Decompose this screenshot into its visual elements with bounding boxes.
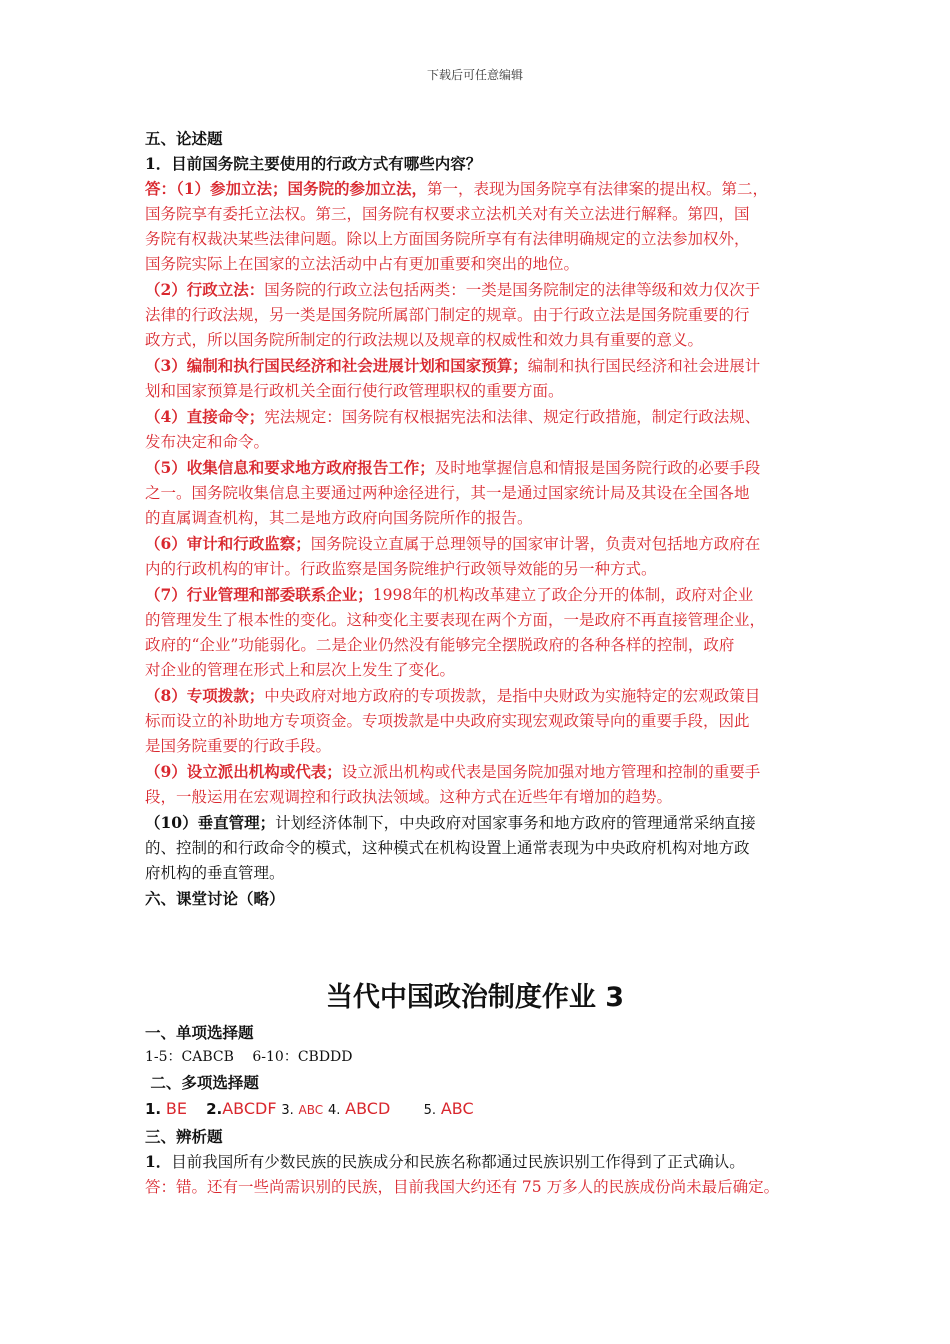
section-heading: 五、论述题	[145, 129, 223, 148]
answer-number: 1.	[145, 1100, 162, 1118]
answer-item-label: （2）行政立法：	[145, 280, 265, 299]
answer-value: BE	[165, 1099, 188, 1118]
answer-item-2	[145, 277, 813, 353]
answer-item-text: 计划经济体制下，中央政府对国家事务和地方政府的管理通常采纳直接	[275, 814, 756, 832]
answer-item-label: （10）垂直管理；	[145, 813, 276, 832]
answer-value: ABCDF	[222, 1099, 277, 1118]
answer-item-label: （5）收集信息和要求地方政府报告工作；	[145, 458, 435, 477]
question-text: 1．目前国务院主要使用的行政方式有哪些内容？	[145, 154, 482, 173]
answer-line: 政府的“企业”功能弱化。二是企业仍然没有能够完全摆脱政府的各种各样的控制，政府	[145, 636, 735, 654]
answer-item-8	[145, 683, 813, 759]
answer-number: 2.	[206, 1100, 223, 1118]
page-title: 当代中国政治制度作业 3	[325, 982, 625, 1013]
answer-line: 的直属调查机构，其二是地方政府向国务院所作的报告。	[145, 509, 533, 527]
answer-line: 务院有权裁决某些法律问题。除以上方面国务院所享有有法律明确规定的立法参加权外，	[145, 230, 750, 248]
page-header: 下载后可任意编辑	[426, 68, 523, 82]
answer-number: 5.	[423, 1103, 437, 1118]
answer-line: 发布决定和命令。	[145, 433, 270, 451]
answer-item-6	[145, 531, 813, 582]
answer-line: 内的行政机构的审计。行政监察是国务院维护行政领导效能的另一种方式。	[145, 560, 657, 578]
answer-value: ABC	[298, 1103, 324, 1117]
answer-line: 府机构的垂直管理。	[145, 864, 285, 882]
answer-item-text: 设立派出机构或代表是国务院加强对地方管理和控制的重要手	[341, 763, 761, 781]
answer-value: ABC	[440, 1099, 474, 1118]
answer-item-label: （7）行业管理和部委联系企业；	[145, 585, 373, 604]
answer-item-text: 第一，表现为国务院享有法律案的提出权。第二，	[427, 180, 769, 198]
answer-item-label: （8）专项拨款；	[145, 686, 265, 705]
answer-item-label: 答：（1）参加立法；国务院的参加立法，	[145, 179, 428, 198]
answer-item-text: 国务院的行政立法包括两类：一类是国务院制定的法律等级和效力仅次于	[264, 281, 761, 299]
answer-line: 的、控制的和行政命令的模式，这种模式在机构设置上通常表现为中央政府机构对地方政	[145, 839, 750, 857]
single-choice-answers: 1-5：CABCB 6-10：CBDDD	[145, 1049, 353, 1065]
answer-line: 国务院享有委托立法权。第三，国务院有权要求立法机关对有关立法进行解释。第四，国	[145, 205, 750, 223]
answer-item-9	[145, 759, 813, 810]
answer-line: 标而设立的补助地方专项资金。专项拨款是中央政府实现宏观政策导向的重要手段，因此	[145, 712, 750, 730]
answer-item-text: 编制和执行国民经济和社会进展计	[527, 357, 761, 375]
essay-section	[145, 126, 813, 911]
answer-line: 政方式，所以国务院所制定的行政法规以及规章的权威性和效力具有重要的意义。	[145, 331, 704, 349]
answer-item-text: 国务院设立直属于总理领导的国家审计署，负责对包括地方政府在	[310, 535, 761, 553]
answer-value: ABCD	[345, 1099, 391, 1118]
answer-line: 法律的行政法规，另一类是国务院所属部门制定的规章。由于行政立法是国务院重要的行	[145, 306, 750, 324]
answer-item-10	[145, 810, 813, 886]
answer-line: 国务院实际上在国家的立法活动中占有更加重要和突出的地位。	[145, 255, 580, 273]
section-heading: 二、多项选择题	[145, 1073, 259, 1092]
answer-number: 3.	[281, 1103, 294, 1118]
question-text: 目前我国所有少数民族的民族成分和民族名称都通过民族识别工作得到了正式确认。	[171, 1153, 745, 1171]
answer-item-5	[145, 455, 813, 531]
answer-line: 是国务院重要的行政手段。	[145, 737, 332, 755]
answer-text: 答：错。还有一些尚需识别的民族，目前我国大约还有 75 万多人的民族成份尚未最后确定。	[145, 1178, 780, 1196]
answer-item-7	[145, 582, 813, 683]
answer-item-text: 及时地掌握信息和情报是国务院行政的必要手段	[434, 459, 761, 477]
answer-line: 段，一般运用在宏观调控和行政执法领域。这种方式在近些年有增加的趋势。	[145, 788, 673, 806]
answer-item-label: （6）审计和行政监察；	[145, 534, 311, 553]
answer-item-text: 宪法规定：国务院有权根据宪法和法律、规定行政措施，制定行政法规、	[264, 408, 761, 426]
assignment-section	[145, 1020, 835, 1200]
answer-item-text: 中央政府对地方政府的专项拨款，是指中央财政为实施特定的宏观政策目	[264, 687, 761, 705]
section-heading: 三、辨析题	[145, 1127, 223, 1146]
answer-item-label: （3）编制和执行国民经济和社会进展计划和国家预算；	[145, 356, 528, 375]
question-number: 1．	[145, 1152, 172, 1171]
answer-item-label: （9）设立派出机构或代表；	[145, 762, 342, 781]
answer-line: 对企业的管理在形式上和层次上发生了变化。	[145, 661, 456, 679]
answer-number: 4.	[327, 1103, 341, 1118]
answer-item-3	[145, 353, 813, 404]
section-heading: 六、课堂讨论（略）	[145, 889, 285, 908]
answer-line: 划和国家预算是行政机关全面行使行政管理职权的重要方面。	[145, 382, 564, 400]
answer-item-label: （4）直接命令；	[145, 407, 265, 426]
multi-choice-answers	[145, 1095, 835, 1124]
answer-line: 之一。国务院收集信息主要通过两种途径进行，其一是通过国家统计局及其设在全国各地	[145, 484, 750, 502]
answer-item-4	[145, 404, 813, 455]
answer-item-1	[145, 176, 813, 277]
answer-item-text: 1998年的机构改革建立了政企分开的体制，政府对企业	[372, 586, 754, 604]
answer-line: 的管理发生了根本性的变化。这种变化主要表现在两个方面，一是政府不再直接管理企业，	[145, 611, 766, 629]
section-heading: 一、单项选择题	[145, 1023, 254, 1042]
